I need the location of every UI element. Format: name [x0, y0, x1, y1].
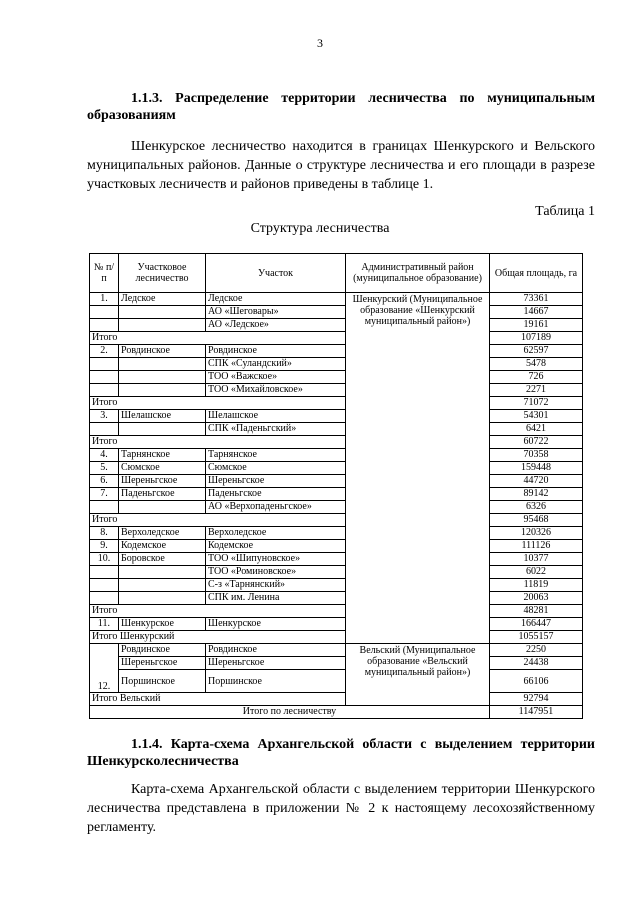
cell-district — [119, 371, 206, 384]
cell-area: 73361 — [490, 293, 583, 306]
cell-district — [119, 592, 206, 605]
cell-district — [119, 566, 206, 579]
header-area: Общая площадь, га — [490, 254, 583, 293]
cell-area: 20063 — [490, 592, 583, 605]
cell-area: 54301 — [490, 410, 583, 423]
table-row — [90, 592, 583, 605]
table-header-row — [90, 254, 583, 293]
table-row — [90, 462, 583, 475]
cell-num — [90, 501, 119, 514]
cell-district: Боровское — [119, 553, 206, 566]
cell-district — [119, 423, 206, 436]
table-grand-total-row — [90, 706, 583, 719]
table-label: Таблица 1 — [535, 204, 595, 219]
cell-total-label: Итого — [90, 436, 346, 449]
cell-num: 9. — [90, 540, 119, 553]
cell-area: 48281 — [490, 605, 583, 618]
table-body — [90, 293, 583, 719]
cell-district — [119, 579, 206, 592]
cell-district — [119, 358, 206, 371]
structure-table — [89, 253, 583, 719]
cell-area: 11819 — [490, 579, 583, 592]
cell-plot: СПК им. Ленина — [206, 592, 346, 605]
cell-num — [90, 423, 119, 436]
cell-plot: СПК «Суландский» — [206, 358, 346, 371]
cell-area: 726 — [490, 371, 583, 384]
cell-plot: Шереньгское — [206, 657, 346, 670]
cell-num: 3. — [90, 410, 119, 423]
table-row — [90, 449, 583, 462]
cell-area: 166447 — [490, 618, 583, 631]
table-row — [90, 293, 583, 306]
table-row — [90, 319, 583, 332]
cell-plot: АО «Шеговары» — [206, 306, 346, 319]
cell-num — [90, 579, 119, 592]
table-title: Структура лесничества — [250, 221, 390, 236]
cell-area: 92794 — [490, 693, 583, 706]
table-total-row — [90, 514, 583, 527]
cell-num — [90, 319, 119, 332]
table-total-row — [90, 332, 583, 345]
table-row — [90, 345, 583, 358]
table-total-row — [90, 436, 583, 449]
cell-district — [119, 384, 206, 397]
cell-admin-velsky: Вельский (Муниципальное образование «Вельский муниципальный район») — [346, 644, 490, 706]
cell-area: 6022 — [490, 566, 583, 579]
table-total-row — [90, 605, 583, 618]
cell-area: 14667 — [490, 306, 583, 319]
table-row — [90, 475, 583, 488]
cell-district: Поршинское — [119, 670, 206, 693]
cell-plot: Ледское — [206, 293, 346, 306]
cell-plot: С-з «Тарнянский» — [206, 579, 346, 592]
cell-area: 44720 — [490, 475, 583, 488]
cell-area: 70358 — [490, 449, 583, 462]
cell-area: 66106 — [490, 670, 583, 693]
table-total-row — [90, 631, 583, 644]
cell-area: 2271 — [490, 384, 583, 397]
table-row — [90, 384, 583, 397]
cell-num — [90, 592, 119, 605]
cell-area: 89142 — [490, 488, 583, 501]
cell-district: Ледское — [119, 293, 206, 306]
cell-plot: Сюмское — [206, 462, 346, 475]
cell-district — [119, 501, 206, 514]
cell-plot: Шенкурское — [206, 618, 346, 631]
cell-district: Шереньгское — [119, 657, 206, 670]
cell-district: Тарнянское — [119, 449, 206, 462]
cell-area: 60722 — [490, 436, 583, 449]
cell-area: 107189 — [490, 332, 583, 345]
cell-plot: Верхоледское — [206, 527, 346, 540]
section-113-heading: 1.1.3. Распределение территории лесничества по муниципальным образованиям — [87, 91, 595, 123]
cell-area: 10377 — [490, 553, 583, 566]
table-row — [90, 553, 583, 566]
cell-area: 120326 — [490, 527, 583, 540]
table-row — [90, 657, 583, 670]
cell-area: 24438 — [490, 657, 583, 670]
cell-plot: АО «Ледское» — [206, 319, 346, 332]
cell-area: 1147951 — [490, 706, 583, 719]
cell-grand-total-label: Итого по лесничеству — [90, 706, 490, 719]
table-total-row — [90, 693, 583, 706]
table-row — [90, 566, 583, 579]
cell-district: Шенкурское — [119, 618, 206, 631]
cell-plot: Ровдинское — [206, 644, 346, 657]
cell-district: Шелашское — [119, 410, 206, 423]
header-admin: Административный район (муниципальное образование) — [346, 254, 490, 293]
cell-num — [90, 384, 119, 397]
cell-plot: Кодемское — [206, 540, 346, 553]
cell-plot: АО «Верхопаденьгское» — [206, 501, 346, 514]
table-row — [90, 527, 583, 540]
cell-admin-shenkursky: Шенкурский (Муниципальное образование «Шенкурский муниципальный район») — [346, 293, 490, 644]
table-row — [90, 501, 583, 514]
table-row — [90, 371, 583, 384]
cell-num: 4. — [90, 449, 119, 462]
cell-area: 19161 — [490, 319, 583, 332]
cell-total-label: Итого — [90, 332, 346, 345]
section-114-paragraph: Карта-схема Архангельской области с выделением территории Шенкурского лесничества представлена в приложении № 2 к настоящему лесохозяйственному регламенту. — [87, 782, 595, 835]
cell-plot: ТОО «Важское» — [206, 371, 346, 384]
cell-total-label: Итого — [90, 605, 346, 618]
table-row — [90, 579, 583, 592]
section-114-heading: 1.1.4. Карта-схема Архангельской области с выделением территории Шенкурсколесничества — [87, 737, 595, 769]
cell-area: 6326 — [490, 501, 583, 514]
cell-area: 62597 — [490, 345, 583, 358]
table-row — [90, 410, 583, 423]
cell-area: 2250 — [490, 644, 583, 657]
cell-num — [90, 566, 119, 579]
cell-plot: Поршинское — [206, 670, 346, 693]
cell-district — [119, 306, 206, 319]
cell-district: Кодемское — [119, 540, 206, 553]
cell-plot: Ровдинское — [206, 345, 346, 358]
cell-district: Шереньгское — [119, 475, 206, 488]
cell-num: 2. — [90, 345, 119, 358]
cell-plot: СПК «Паденьгский» — [206, 423, 346, 436]
cell-district: Верхоледское — [119, 527, 206, 540]
cell-area: 159448 — [490, 462, 583, 475]
cell-total-label: Итого — [90, 397, 346, 410]
header-district: Участковое лесничество — [119, 254, 206, 293]
cell-area: 95468 — [490, 514, 583, 527]
cell-num: 6. — [90, 475, 119, 488]
table-row — [90, 306, 583, 319]
cell-num: 1. — [90, 293, 119, 306]
cell-num: 11. — [90, 618, 119, 631]
cell-area: 6421 — [490, 423, 583, 436]
cell-plot: Паденьгское — [206, 488, 346, 501]
table-row — [90, 540, 583, 553]
header-plot: Участок — [206, 254, 346, 293]
page-number: 3 — [317, 36, 323, 50]
cell-area: 71072 — [490, 397, 583, 410]
cell-plot: Тарнянское — [206, 449, 346, 462]
cell-plot: Шелашское — [206, 410, 346, 423]
table-row — [90, 644, 583, 657]
cell-num: 7. — [90, 488, 119, 501]
cell-area: 111126 — [490, 540, 583, 553]
cell-total-label: Итого Вельский — [90, 693, 346, 706]
cell-plot: ТОО «Шипуновское» — [206, 553, 346, 566]
cell-plot: Шереньгское — [206, 475, 346, 488]
cell-num: 5. — [90, 462, 119, 475]
cell-num — [90, 358, 119, 371]
cell-district: Паденьгское — [119, 488, 206, 501]
cell-num — [90, 306, 119, 319]
cell-area: 1055157 — [490, 631, 583, 644]
cell-district: Сюмское — [119, 462, 206, 475]
cell-district: Ровдинское — [119, 644, 206, 657]
cell-plot: ТОО «Роминовское» — [206, 566, 346, 579]
cell-district — [119, 319, 206, 332]
cell-plot: ТОО «Михайловское» — [206, 384, 346, 397]
table-row — [90, 488, 583, 501]
cell-total-label: Итого — [90, 514, 346, 527]
cell-area: 5478 — [490, 358, 583, 371]
cell-num: 8. — [90, 527, 119, 540]
table-row — [90, 423, 583, 436]
cell-num: 12. — [90, 644, 119, 693]
table-total-row — [90, 397, 583, 410]
table-row — [90, 618, 583, 631]
table-row — [90, 670, 583, 693]
header-num: № п/п — [90, 254, 119, 293]
section-113-paragraph: Шенкурское лесничество находится в границах Шенкурского и Вельского муниципальных районов. Данные о структуре лесничества и его площади в разрезе участковых лесничеств и районов приведены в таблице 1. — [87, 139, 595, 192]
cell-num — [90, 371, 119, 384]
cell-num: 10. — [90, 553, 119, 566]
table-row — [90, 358, 583, 371]
cell-district: Ровдинское — [119, 345, 206, 358]
cell-total-label: Итого Шенкурский — [90, 631, 346, 644]
